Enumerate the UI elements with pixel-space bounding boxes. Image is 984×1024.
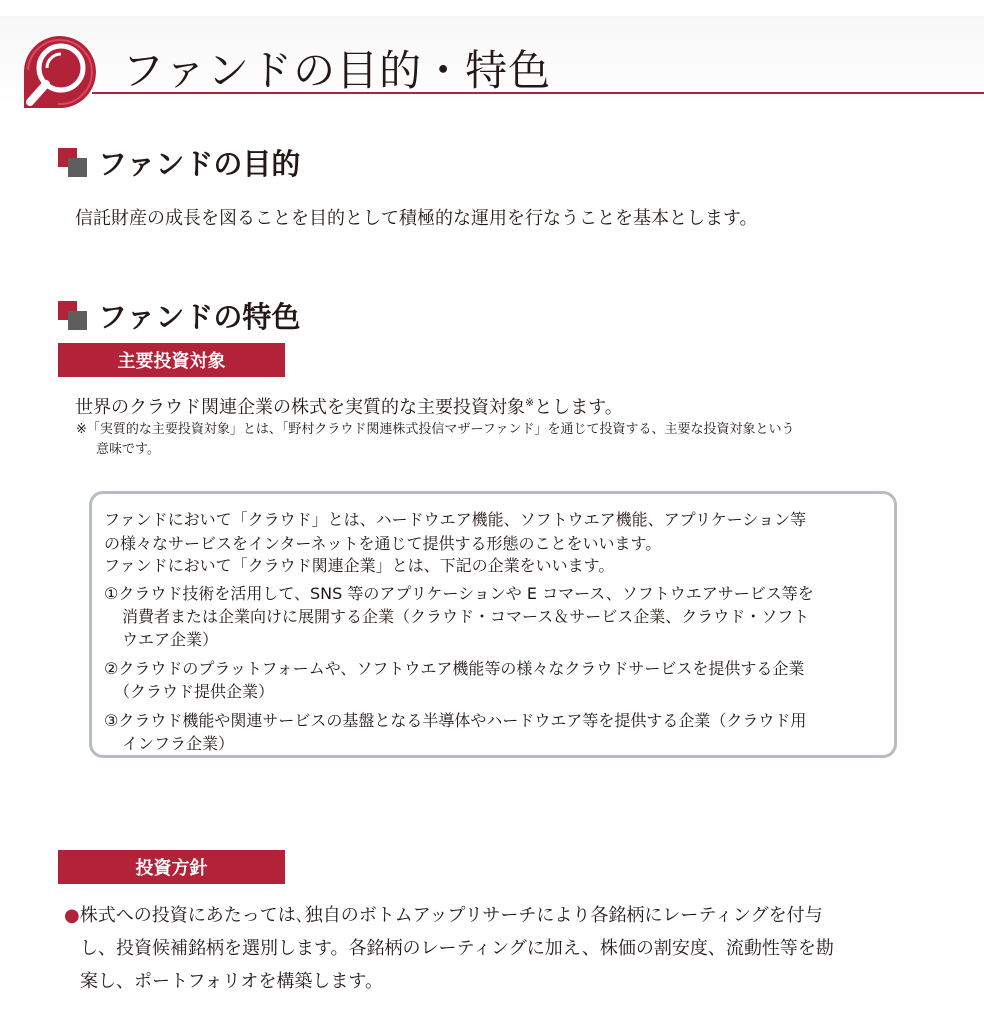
section-heading-purpose (58, 142, 300, 183)
footnote (76, 420, 956, 460)
bullet-dot: ● (64, 905, 80, 926)
footnote-mark: ※ (525, 396, 535, 409)
section-title: ファンドの特色 (98, 300, 301, 334)
statement-text: 世界のクラウド関連企業の株式を実質的な主要投資対象 (75, 397, 525, 418)
magnifier-icon (14, 30, 106, 122)
footnote-line: ※「実質的な主要投資対象」とは、「野村クラウド関連株式投信マザーファンド」を通じて投資する、主要な投資対象という (76, 422, 795, 437)
definition-line: インフラ企業） (122, 734, 235, 753)
page-title: ファンドの目的・特色 (122, 46, 552, 95)
main-target-statement (75, 393, 623, 419)
definition-line: ②クラウドのプラットフォームや、ソフトウエア機能等の様々なクラウドサービスを提供する企業 (104, 659, 805, 678)
definition-line: ファンドにおいて「クラウド」とは、ハードウエア機能、ソフトウエア機能、アプリケーション等 (104, 510, 807, 529)
definition-line: （クラウド提供企業） (114, 682, 275, 701)
main-target-label: 主要投資対象 (58, 343, 285, 377)
definition-line: ③クラウド機能や関連サービスの基盤となる半導体やハードウエア等を提供する企業（クラウド用 (104, 711, 807, 730)
section-bullet-icon (58, 148, 90, 178)
definition-line: ウエア企業） (122, 630, 219, 649)
statement-end: とします。 (534, 397, 623, 418)
section-bullet-icon (58, 301, 90, 331)
definition-line: の様々なサービスをインターネットを通じて提供する形態のことをいいます。 (104, 534, 662, 553)
definition-line: 消費者または企業向けに展開する企業（クラウド・コマース＆サービス企業、クラウド・ソフト (122, 607, 810, 626)
definition-line: ①クラウド技術を活用して、SNS 等のアプリケーションや E コマース、ソフトウエアサービス等を (104, 584, 814, 603)
section-title: ファンドの目的 (98, 147, 301, 181)
purpose-text: 信託財産の成長を図ることを目的として積極的な運用を行なうことを基本とします。 (75, 208, 758, 229)
definition-line: ファンドにおいて「クラウド関連企業」とは、下記の企業をいいます。 (104, 556, 615, 575)
footnote-line: 意味です。 (96, 442, 160, 457)
section-heading-features (58, 295, 300, 336)
policy-line: 案し、ポートフォリオを構築します。 (80, 971, 383, 992)
policy-label: 投資方針 (58, 850, 285, 884)
policy-line: し、投資候補銘柄を選別します。各銘柄のレーティングに加え、株価の割安度、流動性等を勘 (80, 938, 834, 959)
policy-text (64, 899, 954, 998)
policy-line: 株式への投資にあたっては､独自のボトムアップリサーチにより各銘柄にレーティングを付与 (79, 905, 823, 926)
